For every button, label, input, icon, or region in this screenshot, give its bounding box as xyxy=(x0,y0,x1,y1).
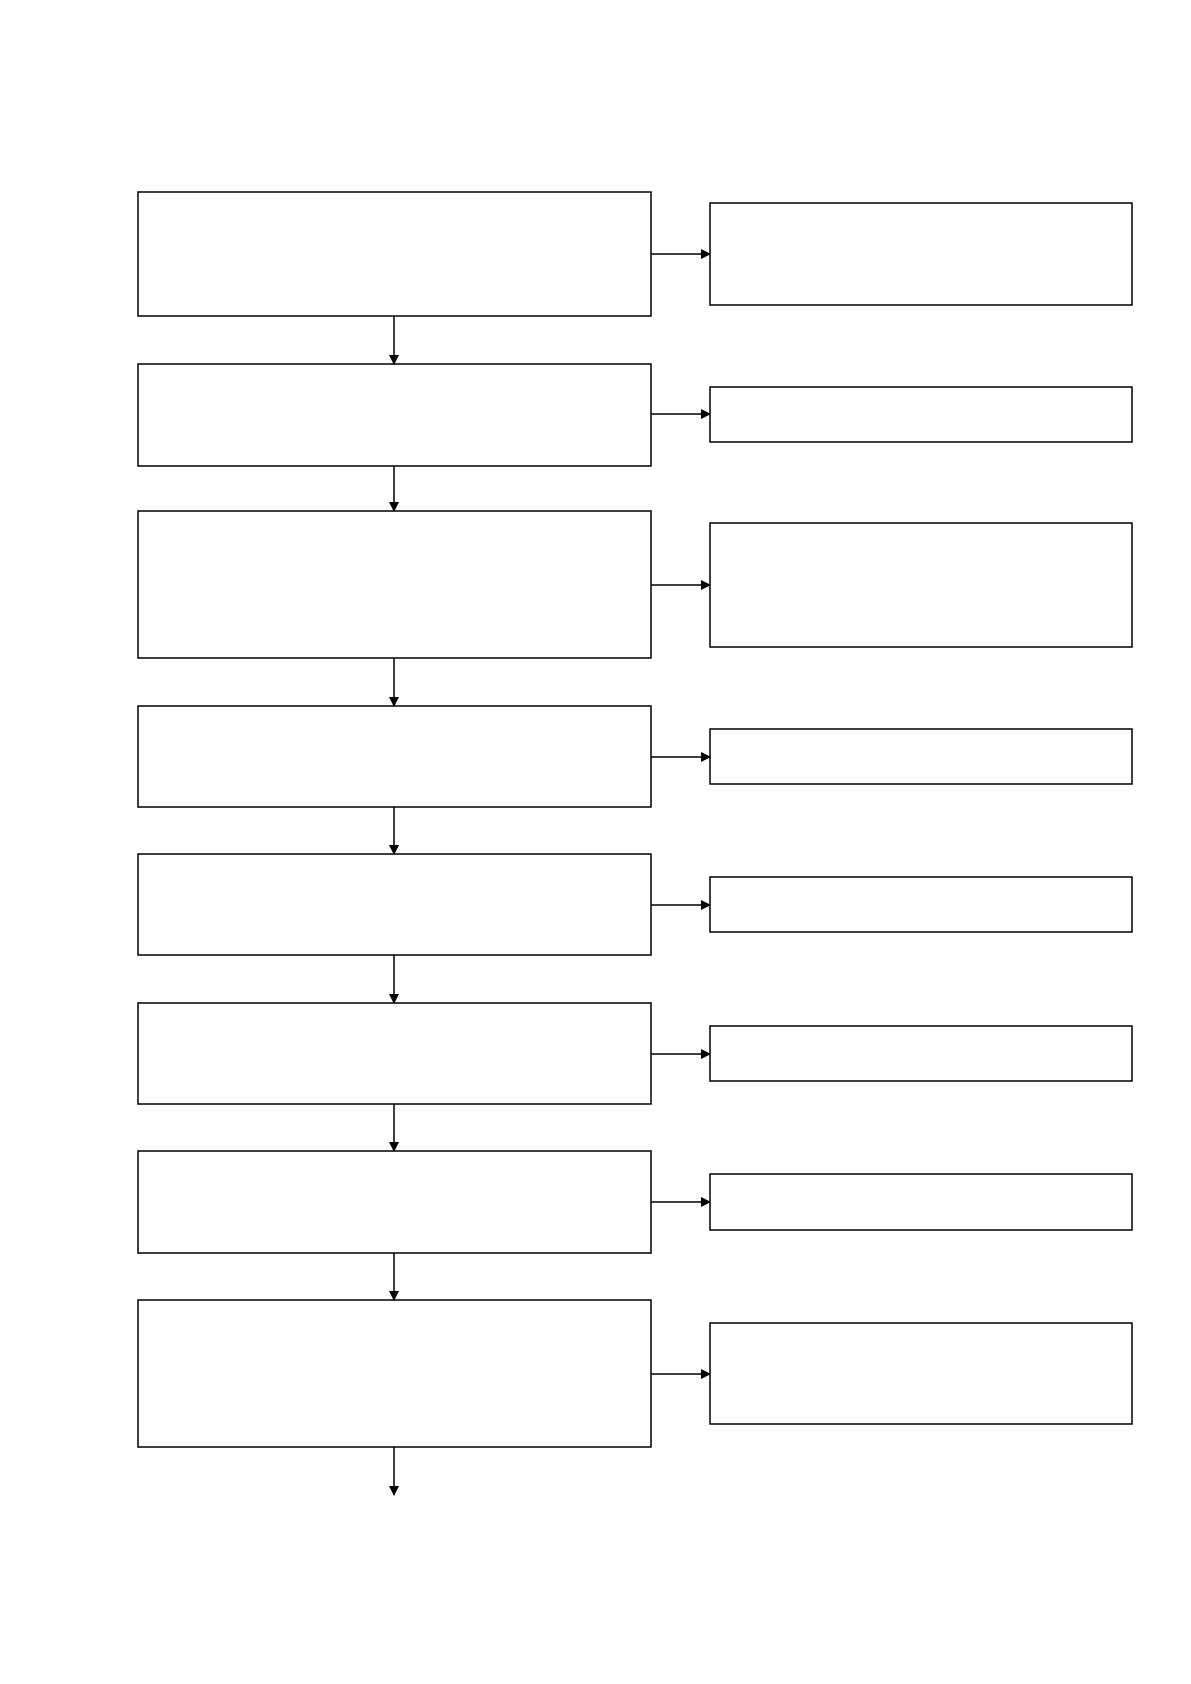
step-box-8 xyxy=(138,1300,651,1447)
step-box-7 xyxy=(138,1151,651,1253)
step-box-6 xyxy=(138,1003,651,1104)
note-box-4 xyxy=(710,729,1132,784)
step-box-3 xyxy=(138,511,651,658)
step-box-2 xyxy=(138,364,651,466)
note-box-1 xyxy=(710,203,1132,305)
step-box-1 xyxy=(138,192,651,316)
step-box-5 xyxy=(138,854,651,955)
step-box-4 xyxy=(138,706,651,807)
side-arrows xyxy=(651,254,710,1374)
note-box-6 xyxy=(710,1026,1132,1081)
note-box-8 xyxy=(710,1323,1132,1424)
note-box-2 xyxy=(710,387,1132,442)
note-box-3 xyxy=(710,523,1132,647)
note-box-7 xyxy=(710,1174,1132,1230)
side-notes xyxy=(710,203,1132,1424)
note-box-5 xyxy=(710,877,1132,932)
